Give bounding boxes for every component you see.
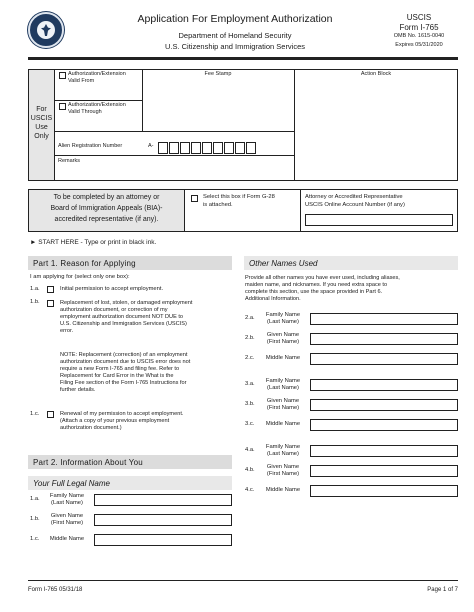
renewal-checkbox[interactable] bbox=[47, 411, 54, 418]
agency-short: USCIS bbox=[406, 13, 432, 22]
alien-number-digit-cell[interactable] bbox=[224, 142, 234, 154]
other-middle-name-field-4[interactable] bbox=[310, 485, 458, 497]
other-names-header: Other Names Used bbox=[244, 256, 458, 270]
alien-number-digit-cell[interactable] bbox=[158, 142, 168, 154]
footer-rule bbox=[28, 580, 458, 581]
alien-prefix: A- bbox=[148, 143, 154, 149]
form-number: Form I-765 bbox=[399, 23, 439, 32]
part1-intro: I am applying for (select only one box): bbox=[30, 274, 130, 280]
other-family-name-field-3[interactable] bbox=[310, 379, 458, 391]
initial-permission-checkbox[interactable] bbox=[47, 286, 54, 293]
renewal-text: Renewal of my permission to accept employment. (Attach a copy of your previous employment authorization document.) bbox=[60, 411, 184, 431]
other-family-name-field-4[interactable] bbox=[310, 445, 458, 457]
other-middle-name-field-3[interactable] bbox=[310, 419, 458, 431]
other-name-label: Family Name bbox=[265, 444, 301, 450]
alien-number-digit-cell[interactable] bbox=[202, 142, 212, 154]
other-names-intro: Provide all other names you have ever used, including aliases, maiden name, and nicknames. If you need extra space to complete this section, use the space provided in Part 6. Additional Information. bbox=[245, 275, 400, 302]
valid-through-checkbox[interactable] bbox=[59, 103, 66, 110]
legal-name-header: Your Full Legal Name bbox=[28, 476, 232, 490]
other-name-label: Given Name bbox=[266, 464, 300, 470]
alien-registration-label: Alien Registration Number bbox=[58, 143, 123, 149]
other-name-label: Middle Name bbox=[265, 355, 301, 361]
part2-header: Part 2. Information About You bbox=[28, 455, 232, 469]
part1-header: Part 1. Reason for Applying bbox=[28, 256, 232, 270]
given-name-field[interactable] bbox=[94, 514, 232, 526]
alien-number-digit-cell[interactable] bbox=[235, 142, 245, 154]
family-name-field[interactable] bbox=[94, 494, 232, 506]
alien-number-digit-cell[interactable] bbox=[180, 142, 190, 154]
middle-name-field[interactable] bbox=[94, 534, 232, 546]
valid-from-checkbox[interactable] bbox=[59, 72, 66, 79]
attorney-instruction-box: To be completed by an attorney or Board of Immigration Appeals (BIA)- accredited representative (if any). bbox=[29, 190, 184, 231]
other-family-name-field-2[interactable] bbox=[310, 313, 458, 325]
action-block-label: Action Block bbox=[360, 71, 392, 77]
other-given-name-field-2[interactable] bbox=[310, 333, 458, 345]
alien-number-digit-cell[interactable] bbox=[246, 142, 256, 154]
other-name-label: (First Name) bbox=[266, 471, 300, 477]
replacement-checkbox[interactable] bbox=[47, 300, 54, 307]
replacement-note: NOTE: Replacement (correction) of an employment authorization document due to USCIS error does not require a new Form I-765 and filing fee. Refer to Replacement for Card Error in the What is the Filing Fee section of the Form I-765 Instructions for further details. bbox=[60, 352, 191, 393]
other-name-number: 4.c. bbox=[245, 487, 255, 493]
agency-name: U.S. Citizenship and Immigration Services bbox=[164, 42, 306, 51]
g28-attached-checkbox[interactable] bbox=[191, 195, 198, 202]
attorney-account-number-field[interactable] bbox=[305, 214, 453, 226]
fee-stamp-label: Fee Stamp bbox=[204, 71, 232, 77]
other-name-number: 3.b. bbox=[245, 401, 255, 407]
uscis-use-side: For USCIS Use Only bbox=[29, 70, 54, 180]
other-name-number: 4.a. bbox=[245, 447, 255, 453]
other-name-label: Family Name bbox=[265, 378, 301, 384]
other-given-name-field-4[interactable] bbox=[310, 465, 458, 477]
other-name-number: 2.b. bbox=[245, 335, 255, 341]
department-name: Department of Homeland Security bbox=[178, 31, 292, 40]
other-name-label: (Last Name) bbox=[267, 319, 299, 325]
other-name-label: Given Name bbox=[266, 332, 300, 338]
replacement-text: Replacement of lost, stolen, or damaged employment authorization document, or correction of my employment authorization document NOT DUE to U.S. Citizenship and Immigration Services (USCIS) error. bbox=[60, 300, 193, 334]
remarks-label: Remarks bbox=[58, 158, 81, 164]
footer-form-edition: Form I-765 05/31/18 bbox=[28, 587, 83, 593]
header-rule bbox=[28, 57, 458, 60]
form-title: Application For Employment Authorization bbox=[137, 13, 333, 25]
other-name-label: Family Name bbox=[265, 312, 301, 318]
start-here-instruction: ► START HERE - Type or print in black ink. bbox=[30, 239, 157, 246]
expiration-date: Expires 05/31/2020 bbox=[395, 42, 443, 48]
other-name-label: Middle Name bbox=[265, 487, 301, 493]
uscis-use-block bbox=[28, 69, 458, 181]
other-name-number: 2.a. bbox=[245, 315, 255, 321]
other-name-label: Middle Name bbox=[265, 421, 301, 427]
other-name-number: 3.a. bbox=[245, 381, 255, 387]
other-name-number: 3.c. bbox=[245, 421, 255, 427]
other-name-label: Given Name bbox=[266, 398, 300, 404]
alien-number-digit-cell[interactable] bbox=[191, 142, 201, 154]
other-name-number: 2.c. bbox=[245, 355, 255, 361]
other-name-label: (Last Name) bbox=[267, 451, 299, 457]
other-given-name-field-3[interactable] bbox=[310, 399, 458, 411]
other-name-number: 4.b. bbox=[245, 467, 255, 473]
omb-number: OMB No. 1615-0040 bbox=[393, 33, 445, 39]
other-name-label: (First Name) bbox=[266, 405, 300, 411]
alien-number-digit-cell[interactable] bbox=[169, 142, 179, 154]
other-name-label: (First Name) bbox=[266, 339, 300, 345]
dhs-seal-logo bbox=[28, 12, 64, 48]
other-middle-name-field-2[interactable] bbox=[310, 353, 458, 365]
other-name-label: (Last Name) bbox=[267, 385, 299, 391]
footer-page-number: Page 1 of 7 bbox=[427, 587, 458, 593]
alien-number-digit-cell[interactable] bbox=[213, 142, 223, 154]
